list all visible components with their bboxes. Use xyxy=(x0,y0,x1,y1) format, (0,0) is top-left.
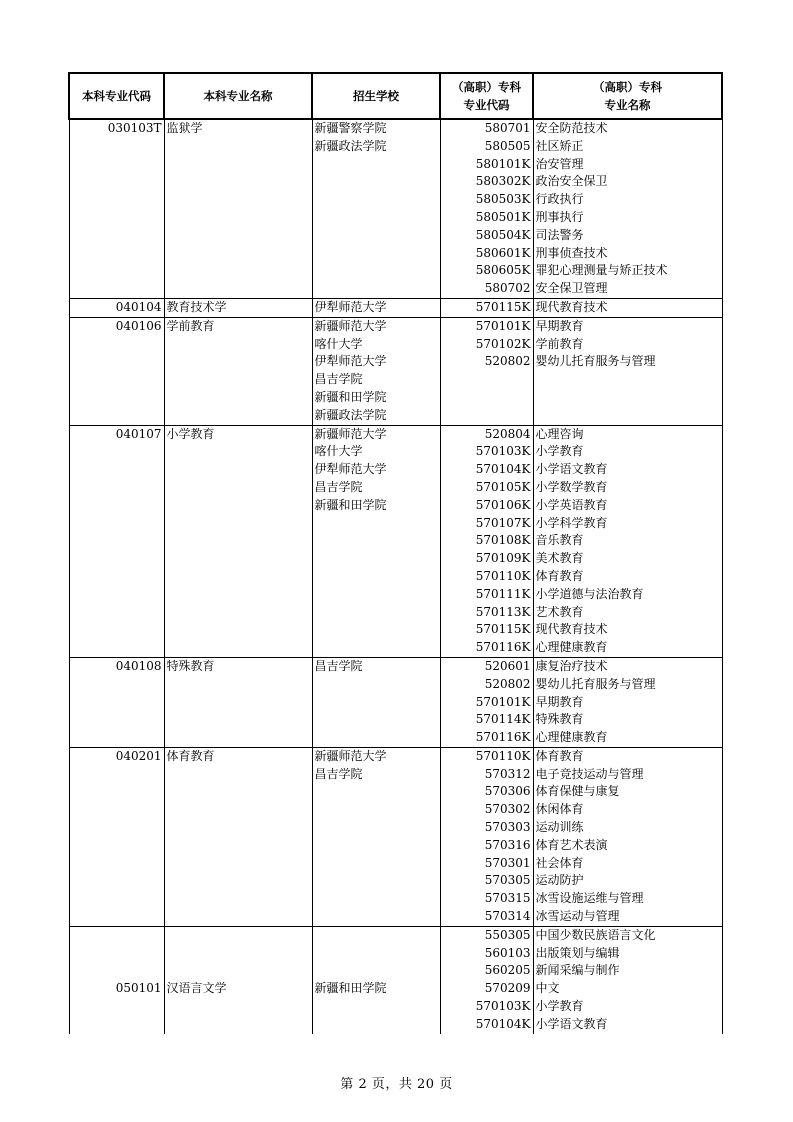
specialty-code: 570103K xyxy=(475,444,531,459)
specialty-name: 冰雪设施运维与管理 xyxy=(535,891,644,906)
specialty-name: 婴幼儿托育服务与管理 xyxy=(535,676,656,691)
specialty-name: 早期教育 xyxy=(535,318,584,333)
specialty-name: 司法警务 xyxy=(535,227,584,242)
school-name: 新疆和田学院 xyxy=(314,981,387,996)
specialty-code: 520802 xyxy=(484,676,531,691)
specialty-code: 570108K xyxy=(475,533,531,548)
school-name: 伊犁师范大学 xyxy=(314,354,387,369)
specialty-code: 570113K xyxy=(475,604,531,619)
specialty-code: 550305 xyxy=(484,927,531,942)
specialty-code: 570101K xyxy=(475,694,531,709)
specialty-name: 安全防范技术 xyxy=(535,121,608,135)
specialty-code xyxy=(441,371,531,389)
page-label-prefix: 第 xyxy=(340,1077,354,1092)
specialty-name: 治安管理 xyxy=(535,156,584,171)
specialty-name-cell xyxy=(533,747,722,926)
page-total: 20 xyxy=(417,1077,435,1092)
bachelor-name-cell xyxy=(164,119,312,298)
header-school: 招生学校 xyxy=(312,73,440,119)
specialty-code: 580101K xyxy=(475,156,531,171)
school-name: 新疆和田学院 xyxy=(314,389,387,404)
bachelor-code-cell xyxy=(69,926,164,1033)
specialty-name: 现代教育技术 xyxy=(535,622,608,637)
school-name: 昌吉学院 xyxy=(314,658,363,673)
specialty-code: 580701 xyxy=(484,121,531,135)
specialty-name: 冰雪运动与管理 xyxy=(535,909,620,924)
bachelor-code-cell xyxy=(69,425,164,657)
specialty-name: 刑事侦查技术 xyxy=(535,245,608,260)
specialty-code: 580503K xyxy=(475,192,531,207)
specialty-code-cell xyxy=(440,926,533,1033)
bachelor-name-cell xyxy=(164,425,312,657)
specialty-code: 570116K xyxy=(475,640,531,655)
school-cell xyxy=(312,425,440,657)
bachelor-name: 汉语言文学 xyxy=(166,981,227,996)
school-name: 新疆警察学院 xyxy=(314,121,387,135)
bachelor-code: 040104 xyxy=(115,299,162,314)
specialty-code: 570303 xyxy=(484,820,531,835)
specialty-code: 570109K xyxy=(475,551,531,566)
specialty-code: 570115K xyxy=(475,622,531,637)
specialty-name: 康复治疗技术 xyxy=(535,658,608,673)
specialty-name: 体育教育 xyxy=(535,568,584,583)
school-cell xyxy=(312,119,440,298)
header-specialty-code xyxy=(440,73,533,119)
table-row xyxy=(69,926,722,1033)
table-row xyxy=(69,425,722,657)
header-row xyxy=(69,73,722,119)
bachelor-name: 学前教育 xyxy=(166,318,215,333)
school-name: 伊犁师范大学 xyxy=(314,462,387,477)
bachelor-code: 050101 xyxy=(115,981,162,996)
specialty-name: 小学英语教育 xyxy=(535,497,608,512)
school-name: 伊犁师范大学 xyxy=(314,299,387,314)
specialty-code: 580504K xyxy=(475,227,531,242)
specialty-code: 570209 xyxy=(484,981,531,996)
specialty-code: 570106K xyxy=(475,497,531,512)
bachelor-code-cell xyxy=(69,317,164,425)
school-name: 新疆政法学院 xyxy=(314,407,387,422)
specialty-code xyxy=(441,407,531,425)
specialty-name: 运动训练 xyxy=(535,820,584,835)
bachelor-name: 监狱学 xyxy=(166,121,203,135)
specialty-code: 580505 xyxy=(484,138,531,153)
specialty-code-cell xyxy=(440,425,533,657)
specialty-name-cell xyxy=(533,317,722,425)
specialty-name: 休闲体育 xyxy=(535,802,584,817)
specialty-code: 580501K xyxy=(475,209,531,224)
specialty-name: 心理咨询 xyxy=(535,426,584,441)
specialty-name: 音乐教育 xyxy=(535,533,584,548)
bachelor-code-cell xyxy=(69,747,164,926)
specialty-name: 体育教育 xyxy=(535,748,584,763)
page-current: 2 xyxy=(358,1077,368,1092)
specialty-name-cell xyxy=(533,657,722,747)
specialty-code: 570315 xyxy=(484,891,531,906)
specialty-name: 政治安全保卫 xyxy=(535,174,608,189)
bachelor-code-cell xyxy=(69,298,164,317)
specialty-code: 570104K xyxy=(475,1016,531,1031)
specialty-name: 艺术教育 xyxy=(535,604,584,619)
specialty-name: 小学道德与法治教育 xyxy=(535,586,644,601)
specialty-code xyxy=(441,389,531,407)
table-row xyxy=(69,657,722,747)
header-specialty-name xyxy=(533,73,722,119)
bachelor-code-cell xyxy=(69,657,164,747)
specialty-code: 560205 xyxy=(484,963,531,978)
bachelor-code: 040106 xyxy=(115,318,162,333)
specialty-name: 小学教育 xyxy=(535,444,584,459)
page-label-suffix: 页 xyxy=(439,1077,453,1092)
specialty-code: 570110K xyxy=(475,568,531,583)
specialty-name: 电子竞技运动与管理 xyxy=(535,766,644,781)
specialty-code: 570104K xyxy=(475,462,531,477)
school-name: 喀什大学 xyxy=(314,444,363,459)
specialty-name-cell xyxy=(533,298,722,317)
page-footer xyxy=(0,1073,793,1092)
school-cell xyxy=(312,926,440,1033)
school-cell xyxy=(312,657,440,747)
specialty-code: 570110K xyxy=(475,748,531,763)
school-name: 新疆师范大学 xyxy=(314,748,387,763)
specialty-name: 心理健康教育 xyxy=(535,730,608,745)
specialty-name xyxy=(536,389,722,407)
specialty-name: 安全保卫管理 xyxy=(535,281,608,296)
bachelor-code-cell xyxy=(69,119,164,298)
specialty-code: 570102K xyxy=(475,336,531,351)
specialty-name: 心理健康教育 xyxy=(535,640,608,655)
specialty-code: 560103 xyxy=(484,945,531,960)
school-cell xyxy=(312,317,440,425)
specialty-code: 570302 xyxy=(484,802,531,817)
bachelor-name: 体育教育 xyxy=(166,748,215,763)
bachelor-name: 教育技术学 xyxy=(166,299,227,314)
school-cell xyxy=(312,298,440,317)
specialty-code: 580605K xyxy=(475,263,531,278)
specialty-name-cell xyxy=(533,119,722,298)
bachelor-code: 040108 xyxy=(115,658,162,673)
school-cell xyxy=(312,747,440,926)
specialty-code: 570101K xyxy=(475,318,531,333)
specialty-name: 社会体育 xyxy=(535,855,584,870)
specialty-name-cell xyxy=(533,425,722,657)
table-body xyxy=(69,119,722,1034)
specialty-name: 罪犯心理测量与矫正技术 xyxy=(535,263,668,278)
school-name: 喀什大学 xyxy=(314,336,363,351)
school-name: 新疆师范大学 xyxy=(314,318,387,333)
bachelor-code: 030103T xyxy=(107,121,162,135)
specialty-code: 570114K xyxy=(475,712,531,727)
bachelor-name-cell xyxy=(164,317,312,425)
specialty-name: 学前教育 xyxy=(535,336,584,351)
specialty-code: 570105K xyxy=(475,479,531,494)
specialty-name-cell xyxy=(533,926,722,1033)
specialty-name: 小学教育 xyxy=(535,999,584,1014)
header-specialty-code-line1: （高职）专科 xyxy=(452,80,521,94)
school-name: 昌吉学院 xyxy=(314,372,363,387)
school-name: 昌吉学院 xyxy=(314,766,363,781)
enrollment-table xyxy=(68,72,723,1034)
specialty-code: 570314 xyxy=(484,909,531,924)
specialty-code: 570306 xyxy=(484,784,531,799)
specialty-name: 中国少数民族语言文化 xyxy=(535,927,656,942)
school-name: 新疆师范大学 xyxy=(314,426,387,441)
specialty-name: 小学语文教育 xyxy=(535,462,608,477)
specialty-name: 美术教育 xyxy=(535,551,584,566)
specialty-name: 早期教育 xyxy=(535,694,584,709)
table-row xyxy=(69,747,722,926)
bachelor-code: 040107 xyxy=(115,426,162,441)
specialty-name: 刑事执行 xyxy=(535,209,584,224)
specialty-code: 570111K xyxy=(475,586,531,601)
specialty-name: 行政执行 xyxy=(535,192,584,207)
specialty-code: 570305 xyxy=(484,873,531,888)
specialty-name xyxy=(536,407,722,425)
specialty-name: 出版策划与编辑 xyxy=(535,945,620,960)
bachelor-name-cell xyxy=(164,298,312,317)
specialty-code: 580702 xyxy=(484,281,531,296)
bachelor-name-cell xyxy=(164,747,312,926)
specialty-name: 小学语文教育 xyxy=(535,1016,608,1031)
specialty-code: 570312 xyxy=(484,766,531,781)
school-name: 新疆政法学院 xyxy=(314,138,387,153)
specialty-code: 570116K xyxy=(475,730,531,745)
header-specialty-name-line1: （高职）专科 xyxy=(593,80,662,94)
specialty-name: 婴幼儿托育服务与管理 xyxy=(535,354,656,369)
bachelor-name: 特殊教育 xyxy=(166,658,215,673)
specialty-code: 520804 xyxy=(484,426,531,441)
specialty-code: 570316 xyxy=(484,837,531,852)
bachelor-code: 040201 xyxy=(115,748,162,763)
bachelor-name: 小学教育 xyxy=(166,426,215,441)
specialty-code-cell xyxy=(440,298,533,317)
table-row xyxy=(69,119,722,298)
specialty-name: 体育保健与康复 xyxy=(535,784,620,799)
specialty-code: 570301 xyxy=(484,855,531,870)
specialty-code-cell xyxy=(440,747,533,926)
specialty-name: 小学数学教育 xyxy=(535,479,608,494)
header-specialty-code-line2: 专业代码 xyxy=(463,98,510,112)
specialty-code: 580302K xyxy=(475,174,531,189)
specialty-code-cell xyxy=(440,657,533,747)
specialty-name: 新闻采编与制作 xyxy=(535,963,620,978)
specialty-name: 特殊教育 xyxy=(535,712,584,727)
specialty-code: 520802 xyxy=(484,354,531,369)
specialty-name xyxy=(536,371,722,389)
specialty-code: 580601K xyxy=(475,245,531,260)
table-row xyxy=(69,298,722,317)
specialty-code: 570103K xyxy=(475,999,531,1014)
specialty-code: 570107K xyxy=(475,515,531,530)
header-bachelor-name: 本科专业名称 xyxy=(164,73,312,119)
specialty-code: 520601 xyxy=(484,658,531,673)
specialty-code-cell xyxy=(440,119,533,298)
table-row xyxy=(69,317,722,425)
header-specialty-name-line2: 专业名称 xyxy=(604,98,651,112)
header-bachelor-code: 本科专业代码 xyxy=(69,73,164,119)
bachelor-name-cell xyxy=(164,657,312,747)
specialty-name: 社区矫正 xyxy=(535,138,584,153)
specialty-name: 体育艺术表演 xyxy=(535,837,608,852)
specialty-name: 现代教育技术 xyxy=(535,299,608,314)
school-name: 昌吉学院 xyxy=(314,479,363,494)
specialty-name: 小学科学教育 xyxy=(535,515,608,530)
bachelor-name-cell xyxy=(164,926,312,1033)
school-name: 新疆和田学院 xyxy=(314,497,387,512)
specialty-name: 运动防护 xyxy=(535,873,584,888)
specialty-code-cell xyxy=(440,317,533,425)
page-label-mid: 页，共 xyxy=(371,1077,413,1092)
specialty-code: 570115K xyxy=(475,299,531,314)
specialty-name: 中文 xyxy=(535,981,560,996)
